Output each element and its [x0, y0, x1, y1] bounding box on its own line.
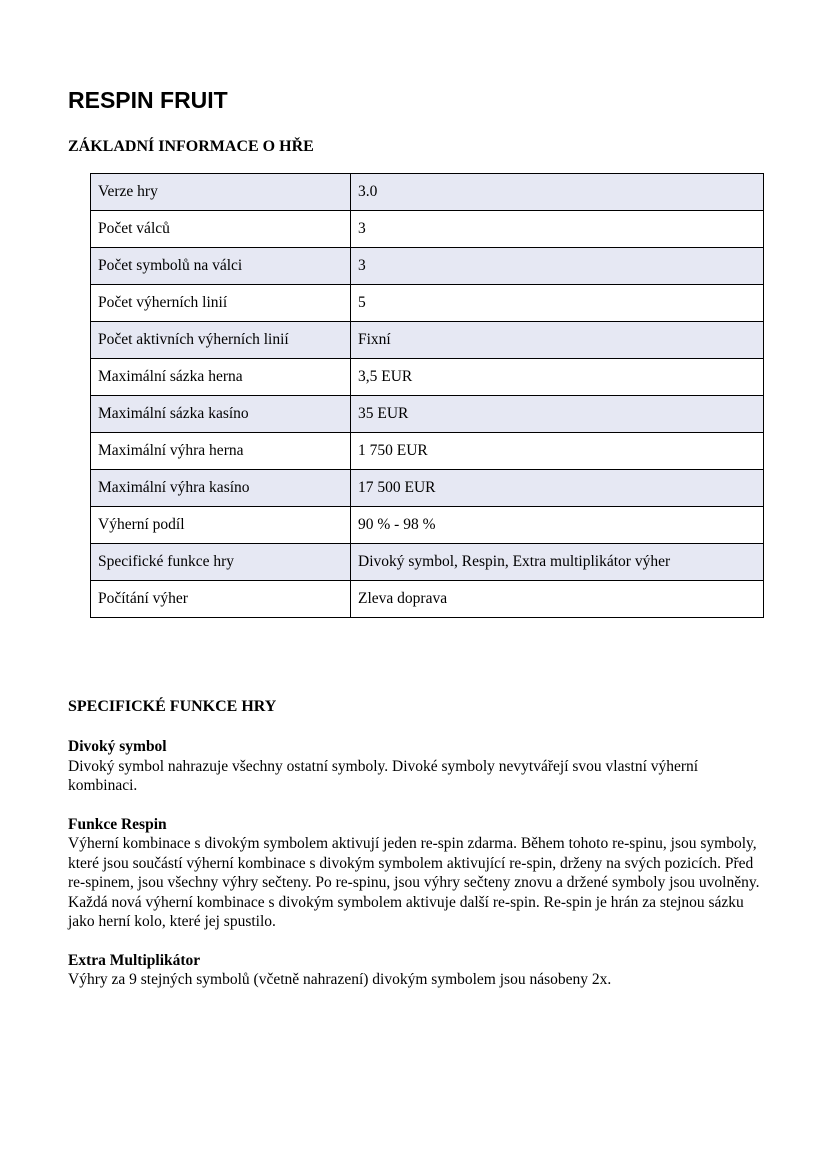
table-row [91, 248, 764, 285]
info-value-cell: 3 [351, 248, 764, 285]
info-value-cell: Fixní [351, 322, 764, 359]
info-label-cell: Počítání výher [91, 581, 351, 618]
table-row [91, 507, 764, 544]
page-content [68, 86, 760, 990]
info-value-cell: 3,5 EUR [351, 359, 764, 396]
info-value-cell: 3 [351, 211, 764, 248]
info-label-cell: Specifické funkce hry [91, 544, 351, 581]
table-row [91, 322, 764, 359]
feature-body: Výhry za 9 stejných symbolů (včetně nahrazení) divokým symbolem jsou násobeny 2x. [68, 971, 612, 988]
feature-title: Divoký symbol [68, 738, 167, 755]
feature-title: Extra Multiplikátor [68, 951, 201, 969]
page-title: RESPIN FRUIT [68, 87, 228, 113]
info-value-cell: 3.0 [351, 174, 764, 211]
table-row [91, 544, 764, 581]
feature-title: Funkce Respin [68, 815, 167, 833]
info-value-cell: 1 750 EUR [351, 433, 764, 470]
info-label-cell: Maximální výhra kasíno [91, 470, 351, 507]
info-label-cell: Verze hry [91, 174, 351, 211]
feature-body: Výherní kombinace s divokým symbolem aktivují jeden re-spin zdarma. Během tohoto re-spinu, jsou symboly, které jsou součástí výherní kombinace s divokým symbolem aktivující re-spin, drženy na svých pozicích. Před re-spinem, jsou všechny výhry sečteny. Po re-spinu, jsou výhry sečteny znovu a držené symboly jsou uvolněny. Každá nová výherní kombinace s divokým symbolem aktivuje další re-spin. Re-spin je hrán za stejnou sázku jako herní kolo, které jej spustilo. [68, 835, 760, 930]
info-value-cell: 90 % - 98 % [351, 507, 764, 544]
info-value-cell: 17 500 EUR [351, 470, 764, 507]
table-row [91, 211, 764, 248]
info-value-cell: 35 EUR [351, 396, 764, 433]
feature-section-respin [68, 815, 760, 932]
feature-body: Divoký symbol nahrazuje všechny ostatní symboly. Divoké symboly nevytvářejí svou vlastní výherní kombinaci. [68, 757, 699, 794]
info-label-cell: Počet výherních linií [91, 285, 351, 322]
basic-info-heading: ZÁKLADNÍ INFORMACE O HŘE [68, 138, 314, 155]
info-label-cell: Výherní podíl [91, 507, 351, 544]
feature-section-wild-symbol [68, 737, 760, 796]
info-label-cell: Počet aktivních výherních linií [91, 322, 351, 359]
table-row [91, 396, 764, 433]
info-label-cell: Maximální sázka herna [91, 359, 351, 396]
info-label-cell: Počet válců [91, 211, 351, 248]
table-row [91, 174, 764, 211]
feature-section-extra-multiplier [68, 951, 760, 990]
info-value-cell: 5 [351, 285, 764, 322]
basic-info-table [90, 173, 764, 618]
features-heading: SPECIFICKÉ FUNKCE HRY [68, 698, 277, 715]
table-row [91, 581, 764, 618]
info-label-cell: Maximální výhra herna [91, 433, 351, 470]
info-value-cell: Divoký symbol, Respin, Extra multiplikátor výher [351, 544, 764, 581]
table-row [91, 433, 764, 470]
info-value-cell: Zleva doprava [351, 581, 764, 618]
info-label-cell: Počet symbolů na válci [91, 248, 351, 285]
table-row [91, 285, 764, 322]
table-row [91, 470, 764, 507]
table-row [91, 359, 764, 396]
info-label-cell: Maximální sázka kasíno [91, 396, 351, 433]
